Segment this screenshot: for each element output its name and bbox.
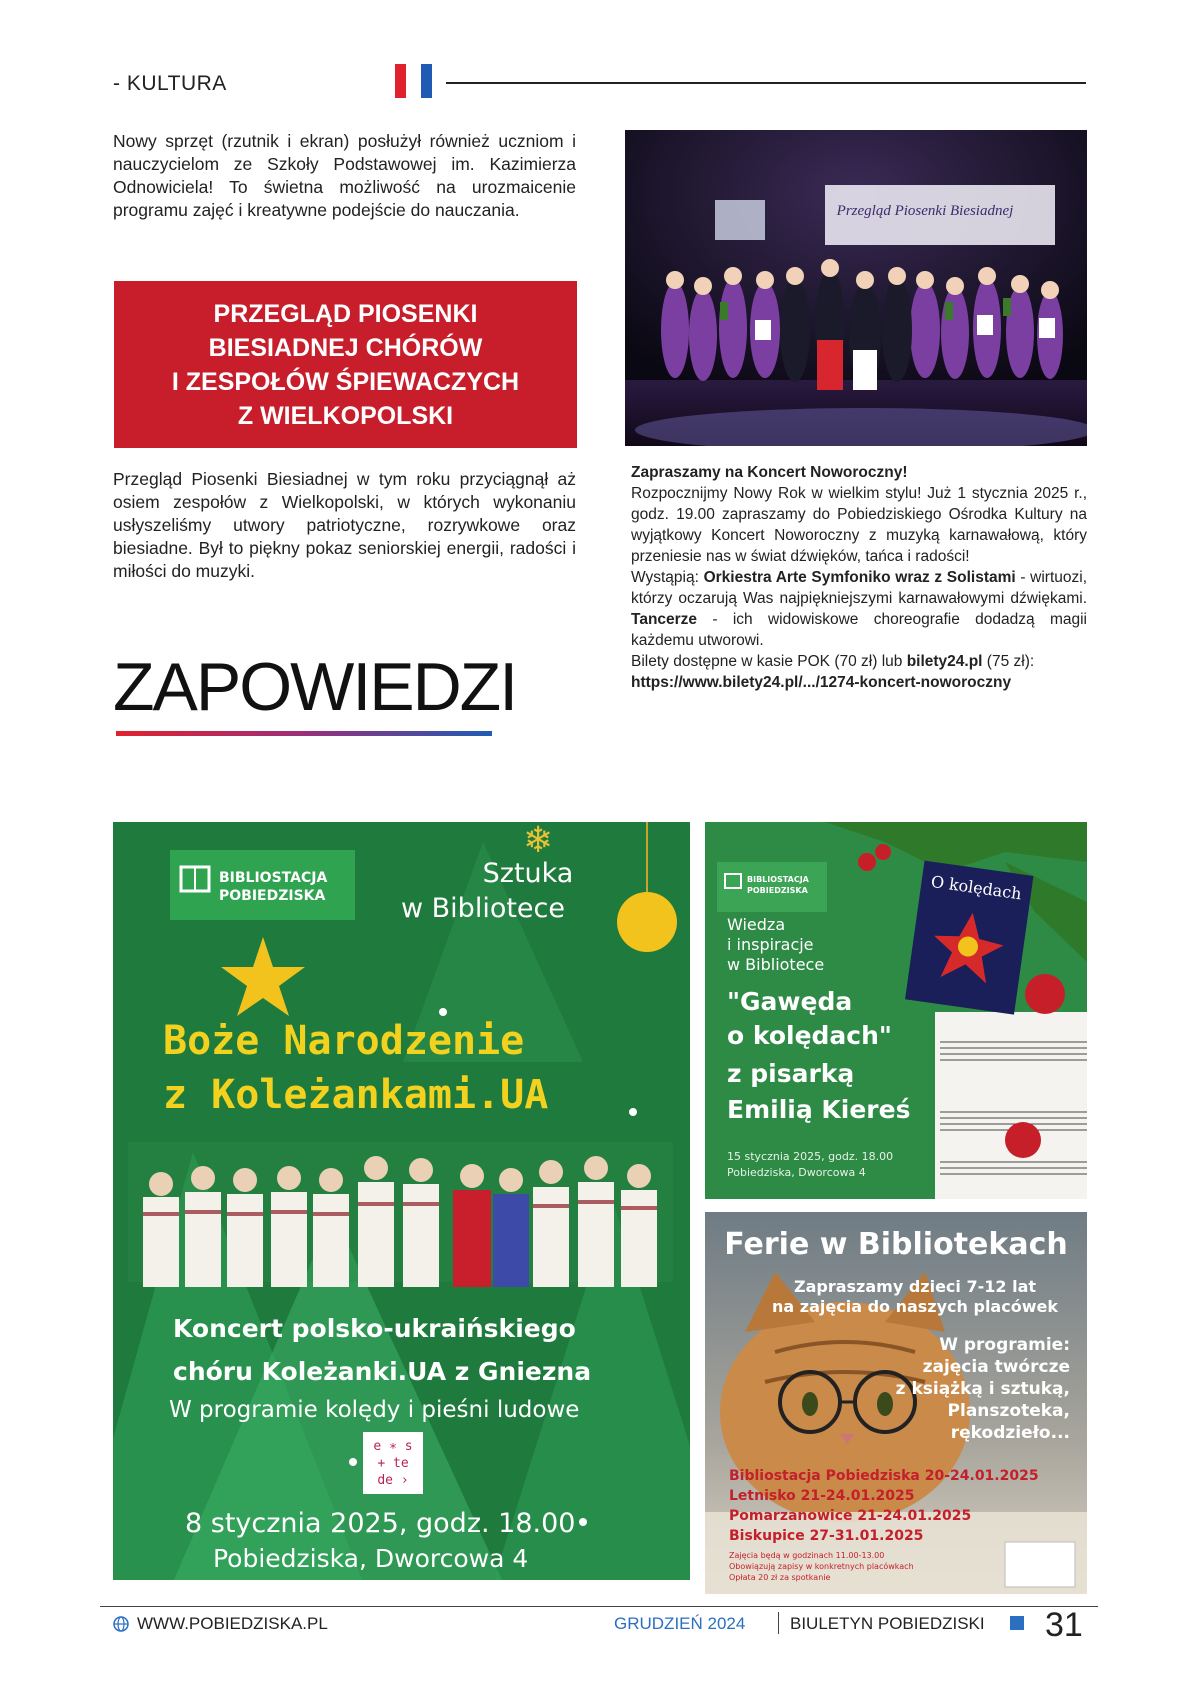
choir-group-photo (128, 1142, 673, 1287)
poster1-program: W programie kolędy i pieśni ludowe (169, 1397, 580, 1423)
tickets-url-link[interactable]: https://www.bilety24.pl/.../1274-koncert-noworoczny (631, 674, 1012, 691)
poster2-title-line1: "Gawęda (727, 987, 853, 1016)
poster1-logo-line2: POBIEDZISKA (219, 888, 326, 904)
concert-performers (631, 567, 1087, 651)
poster1-series-line1: Sztuka (482, 858, 574, 889)
estede-line1: e ∗ s (373, 1439, 413, 1454)
concert-caption (631, 462, 1087, 693)
poster3-program-line5: rękodzieło... (950, 1423, 1070, 1443)
poster-christmas-concert (113, 822, 690, 1580)
tickets-prefix: Bilety dostępne w kasie POK (70 zł) lub (631, 653, 907, 670)
square-icon (1010, 1616, 1024, 1630)
christmas-poster-graphic (113, 822, 690, 1580)
concert-tickets (631, 651, 1087, 672)
photo-banner-text: Przegląd Piosenki Biesiadnej (836, 203, 1014, 219)
article-paragraph: Przegląd Piosenki Biesiadnej w tym roku przyciągnął aż osiem zespołów z Wielkopolski, w których wykonaniu usłyszeliśmy utwory patriotyczne, rozrywkowe oraz biesiadne. Był to piękny pokaz seniorskiej energii, radości i miłości do muzyki. (113, 469, 576, 581)
bauble-icon (617, 892, 677, 952)
poster3-invite-line1: Zapraszamy dzieci 7-12 lat (793, 1277, 1037, 1296)
poster3-note-1: Zajęcia będą w godzinach 11.00-13.00 (729, 1551, 885, 1560)
poster1-date: 8 stycznia 2025, godz. 18.00 (185, 1508, 576, 1539)
poster2-intro-line2: i inspiracje (727, 935, 814, 954)
section-label: - KULTURA (113, 72, 227, 95)
header-divider (446, 82, 1086, 84)
intro-paragraph: Nowy sprzęt (rzutnik i ekran) posłużył również uczniom i nauczycielom ze Szkoły Podstawowej im. Kazimierza Odnowiciela! To świetna możliwość na urozmaicenie programu zajęć i kreatywne podejście do nauczania. (113, 131, 576, 220)
banner-line: PRZEGLĄD PIOSENKI (213, 299, 478, 328)
koledy-poster-graphic (705, 822, 1087, 1199)
library-logo (1005, 1542, 1075, 1587)
tickets-site-link[interactable]: bilety24.pl (906, 653, 983, 670)
poster3-schedule-1: Bibliostacja Pobiedziska 20-24.01.2025 (729, 1468, 1039, 1484)
poster-koledy-talk (705, 822, 1087, 1199)
website-link[interactable]: WWW.POBIEDZISKA.PL (137, 1614, 328, 1633)
concert-description: Rozpocznijmy Nowy Rok w wielkim stylu! Już 1 stycznia 2025 r., godz. 19.00 zapraszamy do Pobiedziskiego Ośrodka Kultury na wyjątkowy Koncert Noworoczny z muzyką karnawałową, który przeniesie nas w świat dźwięków, tańca i radości! (631, 485, 1087, 565)
concert-heading: Zapraszamy na Koncert Noworoczny! (631, 464, 908, 481)
poster3-note-2: Obowiązują zapisy w konkretnych placówkach (729, 1562, 914, 1571)
poster2-logo-line2: POBIEDZISKA (747, 886, 808, 895)
ferie-poster-graphic (705, 1212, 1087, 1594)
poster2-title-line3: z pisarką (727, 1059, 855, 1088)
announcements-underline (116, 731, 492, 736)
poster3-title: Ferie w Bibliotekach (724, 1227, 1068, 1262)
announcements-title: ZAPOWIEDZI (113, 649, 517, 725)
poster3-schedule-2: Letnisko 21-24.01.2025 (729, 1488, 915, 1504)
banner-line: BIESIADNEJ CHÓRÓW (208, 333, 483, 362)
poster3-program-line2: zajęcia twórcze (922, 1357, 1070, 1377)
dancers-description: - ich widowiskowe choreografie dodadzą magii każdemu utworowi. (631, 611, 1087, 649)
poster1-concert-line1: Koncert polsko-ukraińskiego (173, 1314, 576, 1343)
banner-line: Z WIELKOPOLSKI (237, 401, 454, 430)
globe-icon (113, 1616, 129, 1632)
poster3-invite-line2: na zajęcia do naszych placówek (772, 1297, 1058, 1316)
poster1-title-line1: Boże Narodzenie (163, 1018, 525, 1064)
page-number: 31 (1045, 1606, 1083, 1644)
poster3-program-line4: Planszoteka, (947, 1401, 1070, 1421)
performers-prefix: Wystąpią: (631, 569, 704, 586)
banner-title (172, 297, 519, 433)
snowflake-icon (523, 822, 553, 861)
flag-icon (395, 64, 433, 98)
choir-stage-photo (625, 130, 1087, 446)
poster1-logo-line1: BIBLIOSTACJA (219, 870, 328, 886)
poster2-date: 15 stycznia 2025, godz. 18.00 (727, 1150, 894, 1163)
poster3-schedule-3: Pomarzanowice 21-24.01.2025 (729, 1508, 972, 1524)
article-banner (114, 281, 577, 448)
poster3-program-line1: W programie: (939, 1335, 1070, 1355)
poster2-title-line4: Emilią Kiereś (727, 1095, 911, 1124)
poster1-series-line2: w Bibliotece (400, 893, 566, 924)
red-bauble-icon (1025, 974, 1065, 1014)
issue-month: GRUDZIEŃ 2024 (614, 1614, 746, 1633)
poster-winter-holidays (705, 1212, 1087, 1594)
footer-website (113, 1614, 328, 1634)
footer-divider (100, 1606, 1098, 1607)
poster2-intro-line1: Wiedza (727, 915, 786, 934)
svg-text:❄: ❄ (523, 822, 554, 861)
book-cover (905, 861, 1033, 1015)
poster2-title-line2: o kolędach" (727, 1021, 892, 1050)
poster1-place: Pobiedziska, Dworcowa 4 (213, 1544, 529, 1573)
poster1-title-line2: z Koleżankami.UA (163, 1072, 549, 1118)
estede-line3: de › (377, 1473, 409, 1488)
footer-separator (778, 1612, 779, 1634)
book-title: O kolędach (929, 871, 1023, 904)
estede-line2: + te (377, 1456, 409, 1471)
red-bauble-icon (1005, 1122, 1041, 1158)
banner-line: I ZESPOŁÓW ŚPIEWACZYCH (171, 367, 520, 396)
orchestra-description: - wirtuozi, którzy oczarują Was najpiękniejszymi karnawałowymi dźwiękami. (631, 569, 1088, 607)
poster2-logo-line1: BIBLIOSTACJA (747, 875, 809, 884)
poster2-intro-line3: w Bibliotece (727, 955, 825, 974)
dancers-name: Tancerze (631, 611, 698, 628)
poster2-place: Pobiedziska, Dworcowa 4 (727, 1166, 866, 1179)
tickets-price: (75 zł): (982, 653, 1035, 670)
poster3-note-3: Opłata 20 zł za spotkanie (729, 1573, 831, 1582)
poster3-program-line3: z książką i sztuką, (895, 1379, 1070, 1399)
orchestra-name: Orkiestra Arte Symfoniko wraz z Solistami (703, 569, 1016, 586)
publication-name: BIULETYN POBIEDZISKI (790, 1614, 985, 1633)
event-photo (625, 130, 1087, 446)
poster1-concert-line2: chóru Koleżanki.UA z Gniezna (173, 1357, 592, 1386)
poster3-schedule-4: Biskupice 27-31.01.2025 (729, 1528, 924, 1544)
